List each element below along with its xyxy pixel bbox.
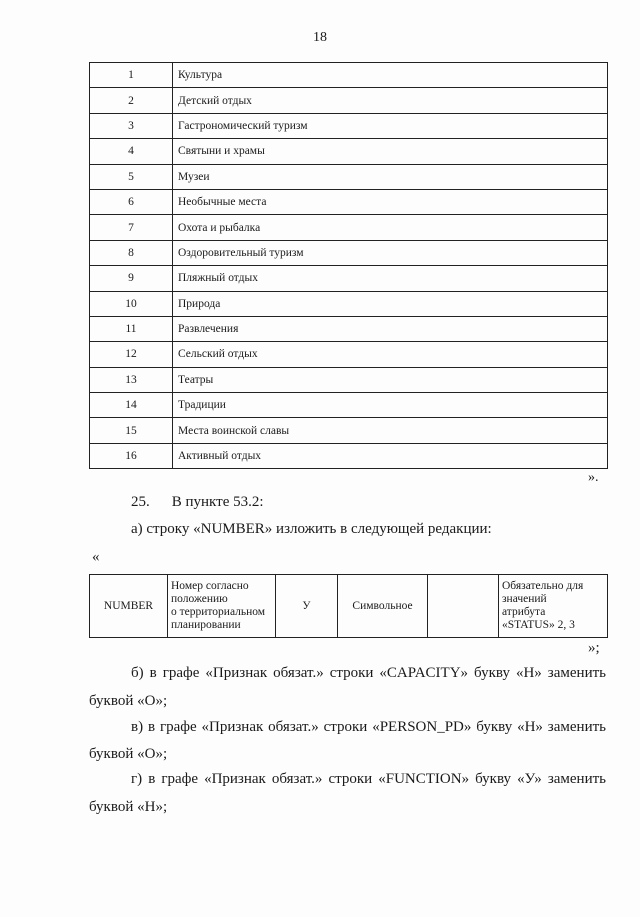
table-row [90, 164, 608, 189]
attr-desc-line: положению [171, 593, 228, 605]
attr-note-cell [499, 575, 608, 638]
row-number-cell: 3 [90, 113, 173, 138]
row-name-cell: Оздоровительный туризм [173, 240, 608, 265]
row-number-cell: 1 [90, 63, 173, 88]
row-name-cell: Места воинской славы [173, 418, 608, 443]
row-name-cell: Природа [173, 291, 608, 316]
row-name-cell: Традиции [173, 393, 608, 418]
row-name-cell: Активный отдых [173, 443, 608, 468]
categories-table-body [90, 63, 608, 469]
attr-desc-cell [168, 575, 276, 638]
row-number-cell: 7 [90, 215, 173, 240]
item-g-line-1: г) в графе «Признак обязат.» строки «FUNCTION» букву «У» заменить [131, 771, 606, 787]
item-v-line-1: в) в графе «Признак обязат.» строки «PERSON_PD» букву «Н» заменить [131, 719, 606, 735]
row-name-cell: Сельский отдых [173, 342, 608, 367]
page-number: 18 [313, 30, 327, 45]
table-row [90, 266, 608, 291]
table-row [90, 215, 608, 240]
row-number-cell: 5 [90, 164, 173, 189]
open-quote: « [92, 549, 100, 565]
attr-closing-quote: »; [588, 640, 600, 656]
attr-note-line: «STATUS» 2, 3 [502, 619, 575, 631]
row-number-cell: 10 [90, 291, 173, 316]
item-a: а) строку «NUMBER» изложить в следующей редакции: [131, 521, 492, 537]
table-row [90, 113, 608, 138]
table-row [90, 139, 608, 164]
attr-desc-line: Номер согласно [171, 580, 249, 592]
attr-desc-line: о территориальном [171, 606, 266, 618]
row-number-cell: 11 [90, 316, 173, 341]
attr-note-line: Обязательно для [502, 580, 584, 592]
row-name-cell: Гастрономический туризм [173, 113, 608, 138]
item-v-line-2: буквой «О»; [89, 746, 168, 762]
row-number-cell: 16 [90, 443, 173, 468]
table-row [90, 443, 608, 468]
row-number-cell: 13 [90, 367, 173, 392]
row-number-cell: 6 [90, 189, 173, 214]
table-row [90, 63, 608, 88]
row-number-cell: 15 [90, 418, 173, 443]
row-name-cell: Театры [173, 367, 608, 392]
item-25-text: В пункте 53.2: [171, 494, 264, 510]
table-row [90, 88, 608, 113]
table-row [90, 393, 608, 418]
table-row [90, 342, 608, 367]
table-row [90, 189, 608, 214]
item-b-line-1: б) в графе «Признак обязат.» строки «CAPACITY» букву «Н» заменить [131, 665, 606, 681]
row-number-cell: 4 [90, 139, 173, 164]
row-name-cell: Охота и рыбалка [173, 215, 608, 240]
table-row [90, 316, 608, 341]
attribute-row-number [90, 575, 608, 638]
item-g-line-2: буквой «Н»; [89, 799, 168, 815]
row-name-cell: Пляжный отдых [173, 266, 608, 291]
attr-code-cell: NUMBER [90, 575, 168, 638]
attr-note-line: атрибута [502, 606, 546, 618]
item-25-number: 25. [131, 494, 150, 510]
row-name-cell: Культура [173, 63, 608, 88]
row-number-cell: 14 [90, 393, 173, 418]
attr-desc-line: планировании [171, 619, 241, 631]
attr-type-cell: Символьное [338, 575, 428, 638]
row-number-cell: 12 [90, 342, 173, 367]
table-row [90, 240, 608, 265]
item-25 [131, 494, 264, 511]
attr-note-line: значений [502, 593, 547, 605]
row-name-cell: Развлечения [173, 316, 608, 341]
table-closing-quote: ». [588, 470, 599, 485]
attr-flag-cell: У [276, 575, 338, 638]
row-name-cell: Святыни и храмы [173, 139, 608, 164]
row-number-cell: 9 [90, 266, 173, 291]
table-row [90, 418, 608, 443]
attribute-table [89, 574, 608, 638]
categories-table [89, 62, 608, 469]
row-number-cell: 8 [90, 240, 173, 265]
row-number-cell: 2 [90, 88, 173, 113]
row-name-cell: Детский отдых [173, 88, 608, 113]
table-row [90, 291, 608, 316]
row-name-cell: Необычные места [173, 189, 608, 214]
item-b-line-2: буквой «О»; [89, 693, 168, 709]
row-name-cell: Музеи [173, 164, 608, 189]
attr-empty-cell [428, 575, 499, 638]
table-row [90, 367, 608, 392]
